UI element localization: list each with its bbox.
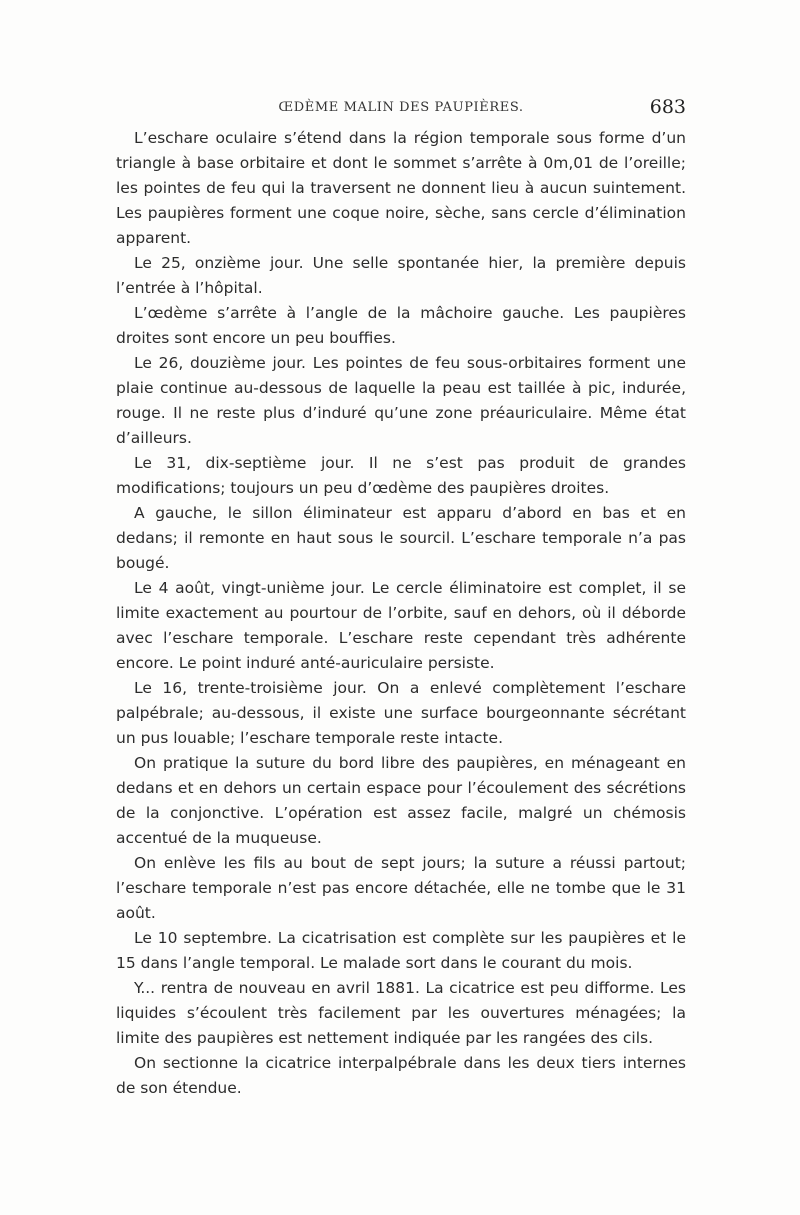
paragraph: On enlève les fils au bout de sept jours; la suture a réussi partout; l’eschare temporale n’est pas encore détachée, elle ne tombe que le 31 août. [116, 854, 686, 922]
paragraph: Le 16, trente-troisième jour. On a enlevé complètement l’eschare palpébrale; au-dessous, il existe une surface bourgeonnante sécrétant un pus louable; l’eschare temporale reste intacte. [116, 679, 686, 747]
paragraph: L’œdème s’arrête à l’angle de la mâchoire gauche. Les paupières droites sont encore un peu bouffies. [116, 304, 686, 347]
paragraph: Le 10 septembre. La cicatrisation est complète sur les paupières et le 15 dans l’angle temporal. Le malade sort dans le courant du mois. [116, 929, 686, 972]
body-text [116, 126, 686, 1101]
page-number: 683 [649, 96, 686, 118]
paragraph: On sectionne la cicatrice interpalpébrale dans les deux tiers internes de son étendue. [116, 1054, 686, 1097]
paragraph: L’eschare oculaire s’étend dans la région temporale sous forme d’un triangle à base orbitaire et dont le sommet s’arrête à 0m,01 de l’oreille; les pointes de feu qui la traversent ne donnent lieu à aucun suintement. Les paupières forment une coque noire, sèche, sans cercle d’élimination apparent. [116, 129, 686, 247]
paragraph: Le 4 août, vingt-unième jour. Le cercle éliminatoire est complet, il se limite exactement au pourtour de l’orbite, sauf en dehors, où il déborde avec l’eschare temporale. L’eschare reste cependant très adhérente encore. Le point induré anté-auriculaire persiste. [116, 579, 686, 672]
running-title: ŒDÈME MALIN DES PAUPIÈRES. [278, 100, 524, 115]
paragraph: Le 26, douzième jour. Les pointes de feu sous-orbitaires forment une plaie continue au-dessous de laquelle la peau est taillée à pic, indurée, rouge. Il ne reste plus d’induré qu’une zone préauriculaire. Même état d’ailleurs. [116, 354, 686, 447]
paragraph: On pratique la suture du bord libre des paupières, en ménageant en dedans et en dehors un certain espace pour l’écoulement des sécrétions de la conjonctive. L’opération est assez facile, malgré un chémosis accentué de la muqueuse. [116, 754, 686, 847]
paragraph: Le 31, dix-septième jour. Il ne s’est pas produit de grandes modifications; toujours un peu d’œdème des paupières droites. [116, 454, 686, 497]
paragraph: Y... rentra de nouveau en avril 1881. La cicatrice est peu difforme. Les liquides s’écoulent très facilement par les ouvertures ménagées; la limite des paupières est nettement indiquée par les rangées des cils. [116, 979, 686, 1047]
paragraph: Le 25, onzième jour. Une selle spontanée hier, la première depuis l’entrée à l’hôpital. [116, 254, 686, 297]
running-header [116, 96, 686, 120]
paragraph: A gauche, le sillon éliminateur est apparu d’abord en bas et en dedans; il remonte en haut sous le sourcil. L’eschare temporale n’a pas bougé. [116, 504, 686, 572]
